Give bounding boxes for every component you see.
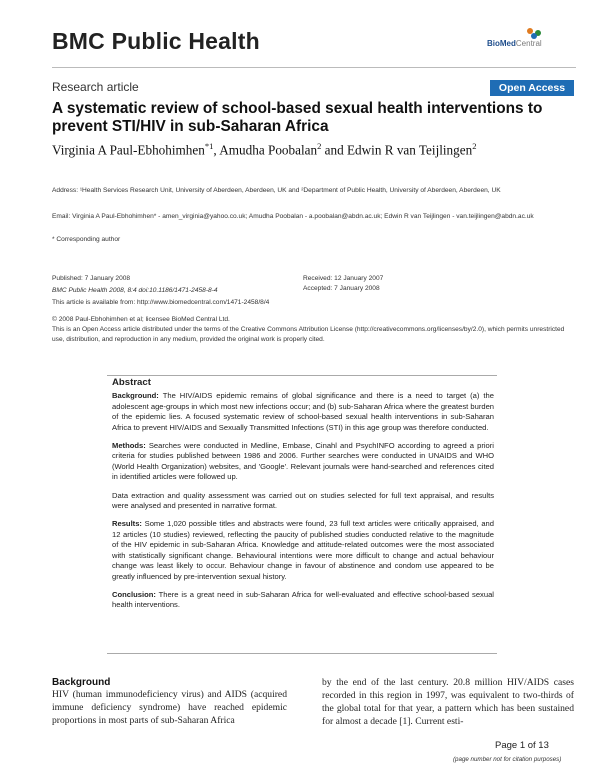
author-affiliation: 2 (317, 141, 322, 151)
received-date: Received: 12 January 2007 (303, 275, 384, 282)
license-text[interactable]: This is an Open Access article distributed under the terms of the Creative Commons Attribution License (http://creativecommons.org/licenses/by/2.0), which permits unrestricted use, distribution, and reproduction in any medium, provided the original work is properly cited. (52, 326, 565, 343)
biomed-central-logo (487, 28, 567, 54)
author-list: Virginia A Paul-Ebhohimhen$^{*1}$, Amudha Poobalan$^2$ and Edwin R van Teijlingen$^2$ (52, 141, 477, 158)
published-date: Published: 7 January 2008 (52, 275, 131, 282)
body-column-left: HIV (human immunodeficiency virus) and AIDS (acquired immune deficiency syndrome) have reached epidemic proportions in most parts of sub-Saharan Africa (52, 689, 287, 726)
journal-title: BMC Public Health (52, 28, 260, 54)
abstract-text: Some 1,020 possible titles and abstracts were found, 23 full text articles were critically appraised, and 12 articles (10 studies) reviewed, reflecting the paucity of published studies conducted relative to the magnitude of the HIV epidemic in sub-Saharan Africa. Knowledge and attitude-related outcomes were the most associated with statistically significant change. Behavioural intentions were more difficult to change and actual behaviour change was least likely to occur. Behaviour change in favour of abstinence and condom use appeared to be greatly influenced by pre-intervention sexual history. (112, 519, 494, 581)
page-number-note: (page number not for citation purposes) (453, 756, 562, 763)
copyright: © 2008 Paul-Ebhohimhen et al; licensee BioMed Central Ltd. (52, 316, 230, 323)
abstract-label: Background: (112, 391, 159, 401)
header-rule (52, 67, 576, 68)
abstract-text: There is a great need in sub-Saharan Africa for well-evaluated and effective school-based sexual health interventions. (112, 589, 494, 610)
corresponding-author-note: * Corresponding author (52, 236, 121, 243)
author-affiliation: 2 (472, 141, 477, 151)
section-heading-background: Background (52, 677, 111, 688)
abstract (112, 378, 494, 619)
abstract-methods (112, 441, 494, 483)
article-title: A systematic review of school-based sexual health interventions to prevent STI/HIV in sub-Saharan Africa (52, 100, 543, 135)
accepted-date: Accepted: 7 January 2008 (303, 285, 380, 292)
body-column-right: by the end of the last century. 20.8 million HIV/AIDS cases recorded in this region in 1997, was equivalent to two-thirds of the global total for that year, a pattern which has been sustained for almost a decade [1]. Current esti- (322, 677, 574, 727)
author-name[interactable]: Virginia A Paul-Ebhohimhen (52, 142, 205, 158)
abstract-text: Searches were conducted in Medline, Embase, Cinahl and PsychINFO according to agreed a priori criteria for studies published between 1986 and 2006. Further searches were conducted in UNAIDS and WHO (World Health Organization) websites, and 'Google'. Relevant journals were hand-searched and references cited in identified articles were followed up. (112, 441, 494, 482)
citation: BMC Public Health 2008, 8:4 doi:10.1186/1471-2458-8-4 (52, 287, 218, 294)
abstract-conclusion (112, 590, 494, 611)
author-affiliation: *1 (204, 141, 214, 151)
page-number: Page 1 of 13 (495, 740, 549, 751)
abstract-label: Conclusion: (112, 589, 156, 599)
article-type: Research article (52, 80, 139, 94)
abstract-results (112, 519, 494, 581)
abstract-heading: Abstract (112, 377, 151, 388)
article-url[interactable]: This article is available from: http://www.biomedcentral.com/1471-2458/8/4 (52, 299, 270, 306)
abstract-background (112, 391, 494, 433)
abstract-methods-2: Data extraction and quality assessment was carried out on studies selected for full text appraisal, and results were analysed and presented in narrative format. (112, 490, 494, 511)
abstract-text: The HIV/AIDS epidemic remains of global significance and there is a need to target (a) the adolescent age-groups in which most new infections occur; and (b) sub-Saharan Africa where the greatest burden of the epidemic lies. A focused systematic review of school-based sexual health interventions in sub-Saharan Africa to prevent HIV/AIDS and Sexually Transmitted Infections (STI) in this age group was therefore conducted. (112, 391, 495, 432)
author-emails[interactable]: Email: Virginia A Paul-Ebhohimhen* - amen_virginia@yahoo.co.uk; Amudha Poobalan - a.poobalan@abdn.ac.uk; Edwin R van Teijlingen - van.teijlingen@abdn.ac.uk (52, 213, 534, 220)
logo-central: Central (515, 39, 542, 48)
abstract-label: Results: (112, 519, 142, 529)
author-name[interactable]: Edwin R van Teijlingen (347, 142, 473, 158)
logo-bio: BioMed (487, 39, 516, 48)
author-address: Address: ¹Health Services Research Unit, University of Aberdeen, Aberdeen, UK and ²Department of Public Health, University of Aberdeen, Aberdeen, UK (52, 187, 501, 194)
author-name[interactable]: Amudha Poobalan (219, 142, 318, 158)
abstract-label: Methods: (112, 441, 146, 451)
open-access-badge: Open Access (490, 80, 574, 96)
